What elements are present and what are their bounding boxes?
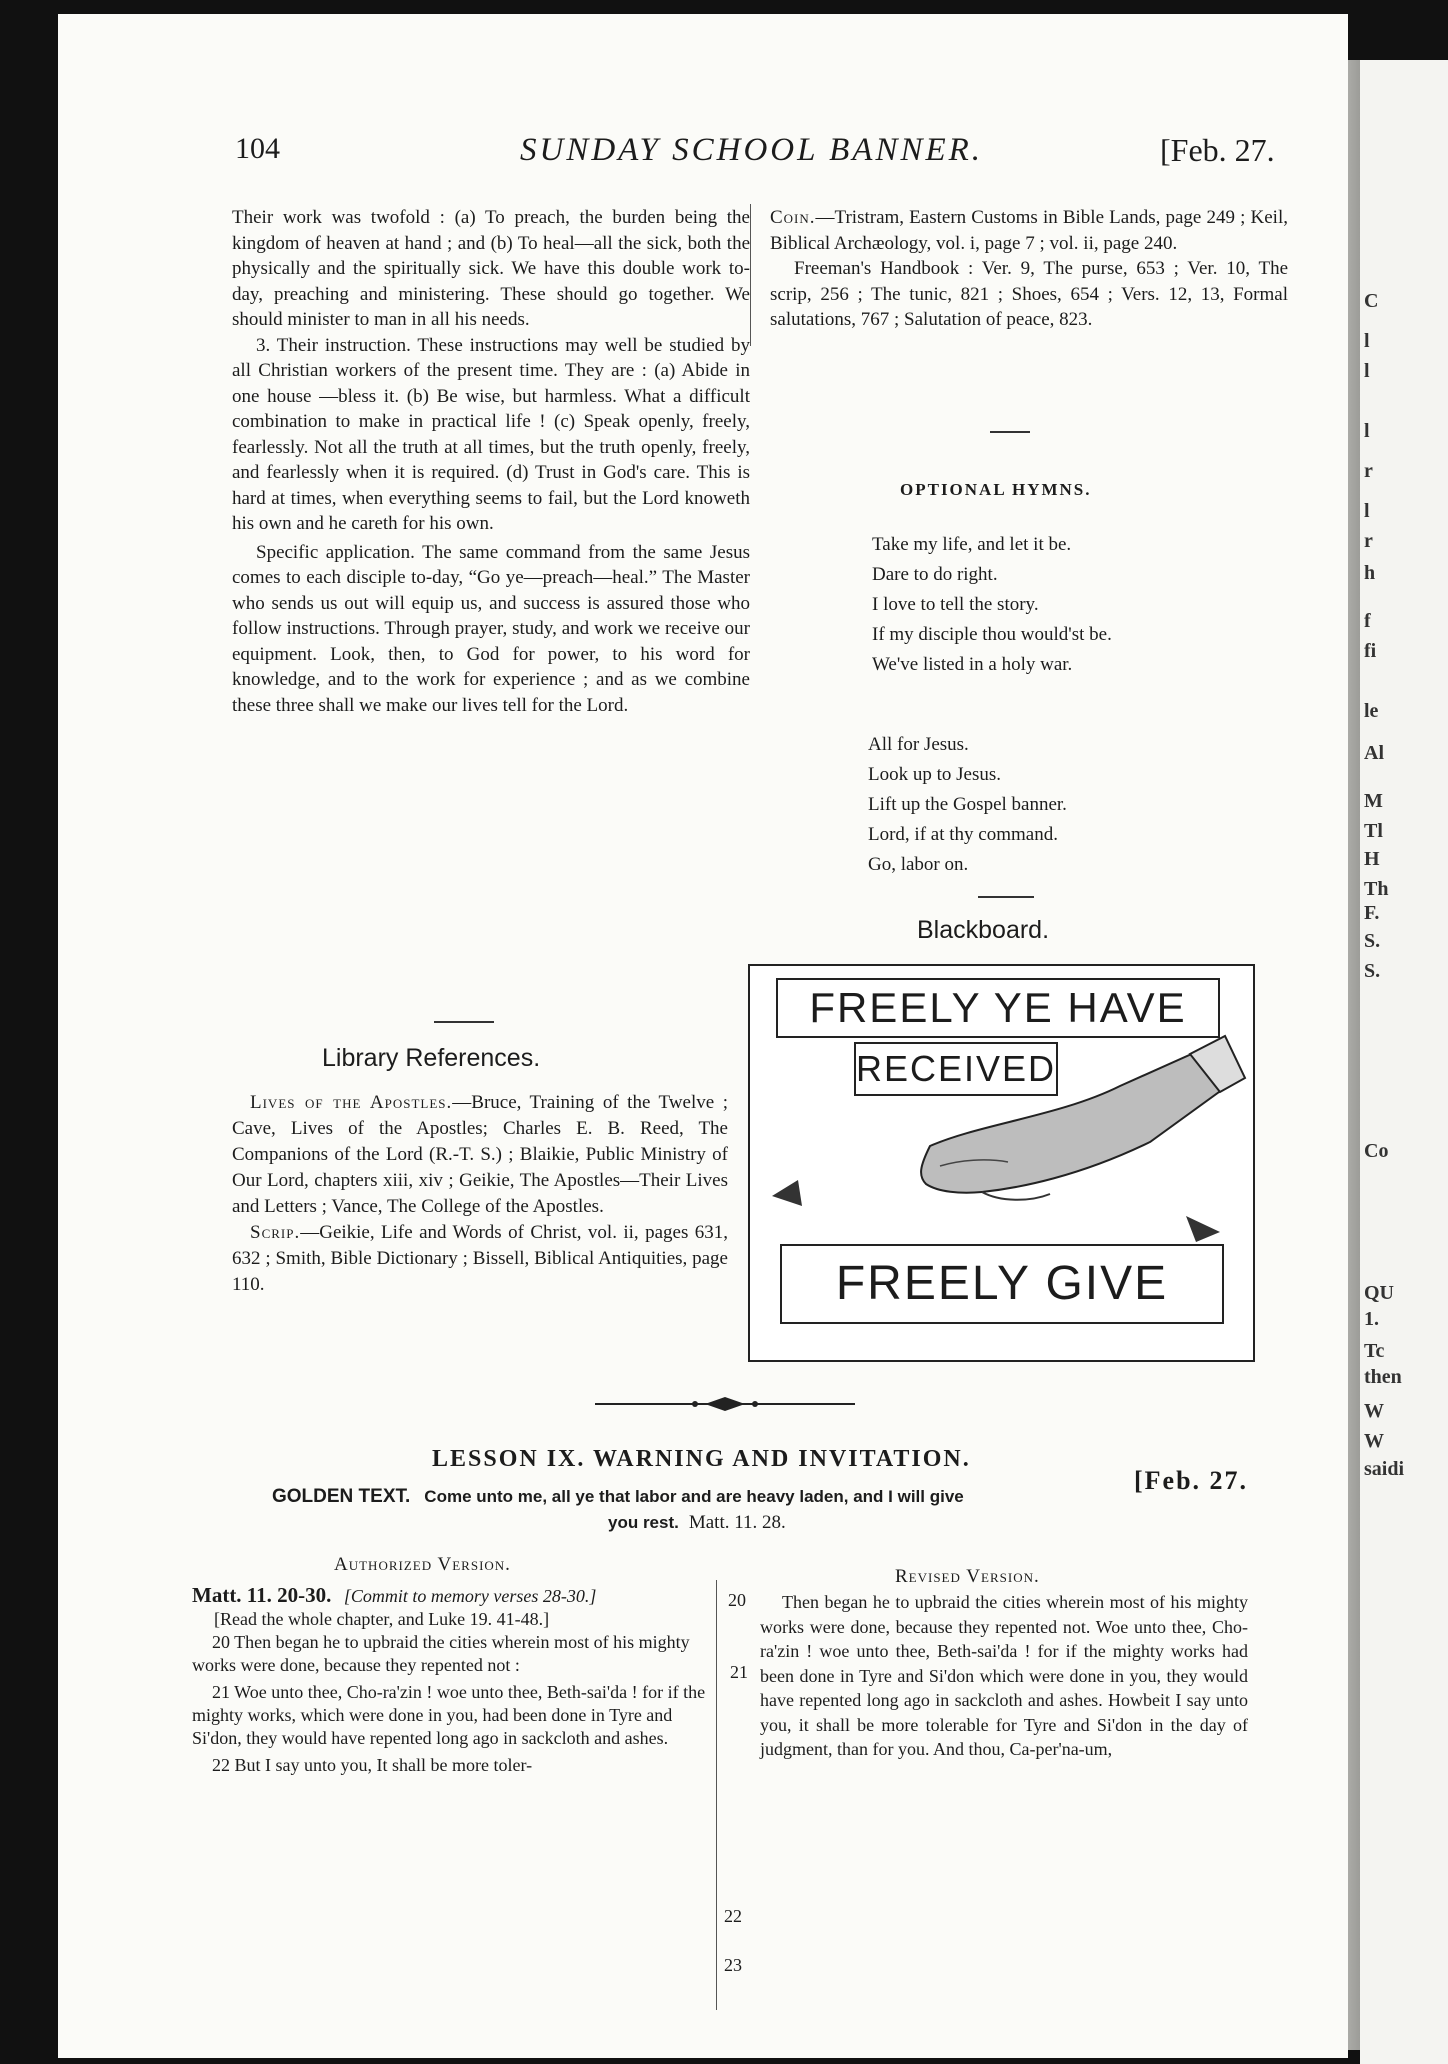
lesson-title: LESSON IX. WARNING AND INVITATION. (432, 1446, 971, 1472)
blackboard-illustration (748, 964, 1255, 1362)
golden-text-line2: you rest. (608, 1513, 679, 1532)
revised-version (760, 1590, 1248, 1762)
hymn-item: Lord, if at thy command. (868, 824, 1058, 845)
next-page-fragment: C (1364, 290, 1379, 312)
hymns-heading: OPTIONAL HYMNS. (900, 480, 1092, 499)
next-page-fragment: M (1364, 790, 1383, 812)
revised-text: Then began he to upbraid the cities wherein most of his mighty works were done, because they repented not. Woe unto thee, Cho-ra'zin ! woe unto thee, Beth-sai'da ! for if the mighty works had been done in Tyre and Si'don which were done in you, they would have repented long ago in sackcloth and ashes. Howbeit I say unto you, it shall be more tolerable for Tyre and Si'don in the day of judgment, than for you. And thou, Ca-per'na-um, (760, 1592, 1248, 1759)
column-divider (750, 204, 751, 346)
next-page-fragment: 1. (1364, 1308, 1379, 1330)
next-page-fragment: l (1364, 330, 1370, 352)
ornament-divider-icon (595, 1394, 855, 1414)
library-references (232, 1090, 728, 1298)
next-page-fragment: then (1364, 1366, 1402, 1388)
reference-scrip (232, 1220, 728, 1298)
authorized-heading: Authorized Version. (334, 1554, 511, 1575)
next-page-fragment: Th (1364, 878, 1389, 900)
paragraph-instruction: 3. Their instruction. These instructions may well be studied by all Christian workers of the present time. They are : (a) Abide in one house —bless it. (b) Be wise, but harmless. What a difficult combination to make in practical life ! (c) Speak openly, freely, fearlessly. Not all the truth at all times, but the truth openly, freely, and fearlessly when it is required. (d) Trust in God's care. This is hard at times, when everything seems to fail, but the Lord knoweth his own and he careth for his own. (232, 334, 750, 534)
next-page-fragment: QU (1364, 1282, 1394, 1304)
lesson-reference: Matt. 11. 20-30. (192, 1583, 332, 1607)
coin-label: Coin. (770, 207, 816, 228)
hymn-item: We've listed in a holy war. (872, 654, 1073, 675)
hymn-list-1 (872, 530, 1112, 680)
next-page-fragment: H (1364, 848, 1380, 870)
next-page-fragment: r (1364, 530, 1373, 552)
next-page-fragment: F. (1364, 902, 1380, 924)
left-column (232, 205, 750, 718)
verse-number: 23 (724, 1955, 742, 1975)
coin-text: —Tristram, Eastern Customs in Bible Lands, page 249 ; Keil, Biblical Archæology, vol. i, page 7 ; vol. ii, page 240. (770, 207, 1288, 254)
hymn-item: Dare to do right. (872, 564, 998, 585)
verse-number: 20 (728, 1590, 746, 1610)
golden-text-label: GOLDEN TEXT. (272, 1486, 411, 1507)
header-date: [Feb. 27. (1160, 132, 1275, 168)
next-page-fragment: S. (1364, 930, 1381, 952)
banner-received: RECEIVED (854, 1042, 1058, 1096)
banner-freely-ye-have: FREELY YE HAVE (776, 978, 1220, 1038)
reference-text: —Bruce, Training of the Twelve ; Cave, Lives of the Apostles; Charles E. B. Reed, The Companions of the Lord (R.-T. S.) ; Blaikie, Public Ministry of Our Lord, chapters xiii, xiv ; Geikie, The Apostles—Their Lives and Letters ; Vance, The College of the Apostles. (232, 1092, 728, 1217)
golden-text-ref: Matt. 11. 28. (688, 1512, 786, 1533)
blackboard-heading: Blackboard. (917, 916, 1050, 944)
divider (990, 431, 1030, 433)
paragraph-application: Specific application. The same command from the same Jesus comes to each disciple to-day, “Go ye—preach—heal.” The Master who sends us out will equip us, and success is assured those who follow instructions. Through prayer, study, and work we receive our equipment. Look, then, to God for power, to his word for knowledge, and to the work for experience ; and as we combine these three shall we make our lives tell for the Lord. (232, 541, 750, 716)
read-note: [Read the whole chapter, and Luke 19. 41-48.] (214, 1609, 550, 1629)
divider (434, 1021, 494, 1023)
next-page-fragment: Tl (1364, 820, 1383, 842)
hymn-item: Go, labor on. (868, 854, 969, 875)
next-page-fragment: l (1364, 360, 1370, 382)
verse-21: 21 Woe unto thee, Cho-ra'zin ! woe unto thee, Beth-sai'da ! for if the mighty works, which were done in you, had been done in Tyre and Si'don, they would have repented long ago in sackcloth and ashes. (192, 1682, 706, 1748)
freeman-text: Freeman's Handbook : Ver. 9, The purse, 653 ; Ver. 10, The scrip, 256 ; The tunic, 821 ; Shoes, 654 ; Vers. 12, 13, Formal salutations, 767 ; Salutation of peace, 823. (770, 258, 1288, 330)
reference-apostles (232, 1090, 728, 1220)
next-page-fragment: W (1364, 1430, 1384, 1452)
paragraph-twofold: Their work was twofold : (a) To preach, the burden being the kingdom of heaven at hand ; and (b) To heal—all the sick, both the physically and the spiritually sick. We have this double work to-day, preaching and ministering. These should go together. We should minister to man in all his needs. (232, 207, 750, 330)
verse-number: 22 (724, 1906, 742, 1926)
hymn-item: All for Jesus. (868, 734, 969, 755)
next-page-edge (1360, 60, 1448, 2064)
hymn-item: Look up to Jesus. (868, 764, 1001, 785)
page-number: 104 (235, 132, 280, 165)
divider (978, 896, 1034, 898)
hymn-item: Lift up the Gospel banner. (868, 794, 1067, 815)
next-page-fragment: W (1364, 1400, 1384, 1422)
hymn-item: If my disciple thou would'st be. (872, 624, 1112, 645)
hymn-item: I love to tell the story. (872, 594, 1039, 615)
version-divider (716, 1580, 717, 2010)
authorized-version (192, 1584, 712, 1777)
reference-text: —Geikie, Life and Words of Christ, vol. ii, pages 631, 632 ; Smith, Bible Dictionary ; Bissell, Biblical Antiquities, page 110. (232, 1222, 728, 1295)
golden-text-line1: Come unto me, all ye that labor and are heavy laden, and I will give (424, 1487, 964, 1506)
verse-22: 22 But I say unto you, It shall be more toler- (212, 1755, 533, 1775)
next-page-fragment: r (1364, 460, 1373, 482)
verse-number: 21 (730, 1662, 748, 1682)
next-page-fragment: le (1364, 700, 1379, 722)
next-page-fragment: S. (1364, 960, 1381, 982)
next-page-fragment: l (1364, 420, 1370, 442)
commit-note: [Commit to memory verses 28-30.] (343, 1586, 597, 1606)
lesson-date: [Feb. 27. (1134, 1466, 1249, 1495)
next-page-fragment: saidi (1364, 1458, 1405, 1480)
next-page-fragment: h (1364, 562, 1376, 584)
reference-label: Scrip. (250, 1222, 301, 1243)
right-column-references (770, 205, 1288, 333)
next-page-fragment: f (1364, 610, 1371, 632)
golden-text (272, 1486, 1192, 1508)
running-title: SUNDAY SCHOOL BANNER. (520, 132, 984, 168)
banner-freely-give: FREELY GIVE (780, 1244, 1224, 1324)
library-heading: Library References. (322, 1044, 541, 1072)
golden-text-cont (608, 1512, 786, 1534)
reference-label: Lives of the Apostles. (250, 1092, 453, 1113)
revised-heading: Revised Version. (895, 1566, 1040, 1587)
verse-20: 20 Then began he to upbraid the cities wherein most of his mighty works were done, because they repented not : (192, 1632, 690, 1675)
hymn-list-2 (868, 730, 1067, 880)
next-page-fragment: fi (1364, 640, 1377, 662)
next-page-fragment: Tc (1364, 1340, 1385, 1362)
next-page-fragment: l (1364, 500, 1370, 522)
next-page-fragment: Co (1364, 1140, 1389, 1162)
next-page-fragment: Al (1364, 742, 1384, 764)
hymn-item: Take my life, and let it be. (872, 534, 1072, 555)
